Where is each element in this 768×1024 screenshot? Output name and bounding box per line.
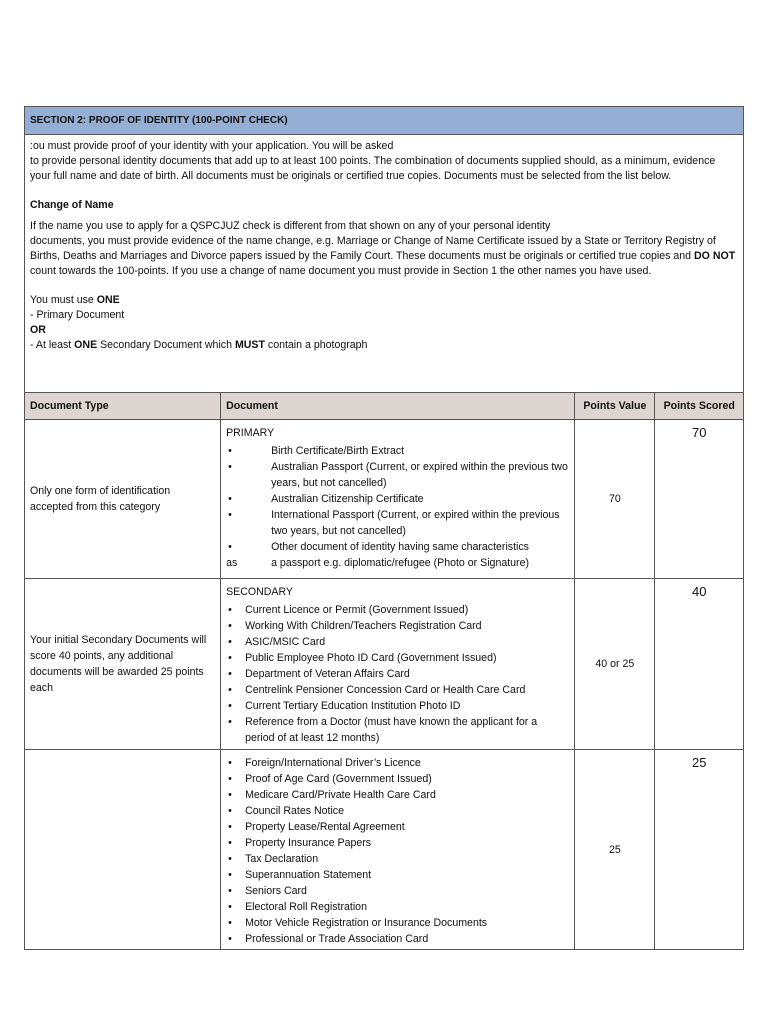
section-frame — [24, 106, 744, 392]
list-item: • Foreign/International Driver’s Licence — [226, 755, 569, 771]
secondary-option — [30, 338, 738, 353]
list-item: • Current Tertiary Education Institution Photo ID — [226, 698, 569, 714]
list-item: • Property Lease/Rental Agreement — [226, 819, 569, 835]
list-item: • Reference from a Doctor (must have known the applicant for a period of at least 12 months) — [226, 714, 569, 746]
primary-option: - Primary Document — [30, 309, 125, 321]
header-points-value: Points Value — [575, 393, 655, 420]
list-item: • Current Licence or Permit (Government Issued) — [226, 602, 569, 618]
list-item: • Other document of identity having same characteristics — [226, 539, 569, 555]
proof-of-identity-form — [24, 106, 744, 950]
intro-line-1: :ou must provide proof of your identity with your application. You will be asked — [30, 140, 394, 152]
table-row-primary — [25, 420, 744, 579]
other-points-scored[interactable]: 25 — [655, 750, 744, 950]
as-word: as — [226, 557, 238, 569]
primary-points-value: 70 — [575, 420, 655, 579]
other-documents — [221, 750, 575, 950]
secondary-suffix: contain a photograph — [264, 339, 368, 351]
list-item: • Public Employee Photo ID Card (Government Issued) — [226, 650, 569, 666]
change-line-2 — [30, 234, 738, 279]
list-item: • Medicare Card/Private Health Care Card — [226, 787, 569, 803]
list-item: • Electoral Roll Registration — [226, 899, 569, 915]
table-row-secondary — [25, 579, 744, 750]
as-tail: a passport e.g. diplomatic/refugee (Photo or Signature) — [271, 557, 530, 569]
list-item: • Australian Passport (Current, or expired within the previous two years, but not cancelled) — [226, 459, 569, 491]
primary-label: PRIMARY — [226, 427, 275, 439]
must-use-line — [30, 293, 738, 308]
table-header-row — [25, 393, 744, 420]
primary-points-scored[interactable]: 70 — [655, 420, 744, 579]
list-item: • Council Rates Notice — [226, 803, 569, 819]
list-item: • Property Insurance Papers — [226, 835, 569, 851]
other-list — [226, 755, 569, 947]
document-points-table — [24, 392, 744, 950]
list-item: • Department of Veteran Affairs Card — [226, 666, 569, 682]
change-line-1: If the name you use to apply for a QSPCJUZ check is different from that shown on any of your personal identity — [30, 220, 551, 232]
other-category — [25, 750, 221, 950]
table-row-other — [25, 750, 744, 950]
list-item: • Tax Declaration — [226, 851, 569, 867]
secondary-points-value: 40 or 25 — [575, 579, 655, 750]
section-title: SECTION 2: PROOF OF IDENTITY (100-POINT CHECK) — [25, 107, 743, 135]
secondary-prefix: - At least — [30, 339, 75, 351]
section-intro — [25, 135, 743, 392]
other-points-value: 25 — [575, 750, 655, 950]
secondary-documents — [221, 579, 575, 750]
primary-list — [226, 443, 569, 555]
secondary-must: MUST — [234, 339, 265, 351]
or-text: OR — [30, 324, 46, 336]
header-document: Document — [221, 393, 575, 420]
primary-documents — [221, 420, 575, 579]
must-use-prefix: You must use — [30, 294, 97, 306]
header-document-type: Document Type — [25, 393, 221, 420]
secondary-mid: Secondary Document which — [97, 339, 235, 351]
list-item: • International Passport (Current, or expired within the previous two years, but not cancelled) — [226, 507, 569, 539]
list-item: • Working With Children/Teachers Registration Card — [226, 618, 569, 634]
intro-line-2: to provide personal identity documents that add up to at least 100 points. The combination of documents supplied should, as a minimum, evidence your full name and date of birth. All documents must be originals or certified true copies. Documents must be selected from the list below. — [30, 155, 716, 182]
secondary-one: ONE — [74, 339, 98, 351]
list-item: • Professional or Trade Association Card — [226, 931, 569, 947]
secondary-list — [226, 602, 569, 746]
list-item: • Proof of Age Card (Government Issued) — [226, 771, 569, 787]
list-item: • Birth Certificate/Birth Extract — [226, 443, 569, 459]
secondary-points-scored[interactable]: 40 — [655, 579, 744, 750]
must-use-one: ONE — [96, 294, 120, 306]
change-bold: DO NOT — [694, 250, 736, 262]
list-item: • Australian Citizenship Certificate — [226, 491, 569, 507]
secondary-category: Your initial Secondary Documents will score 40 points, any additional documents will be awarded 25 points each — [25, 579, 221, 750]
header-points-scored: Points Scored — [655, 393, 744, 420]
secondary-label: SECONDARY — [226, 586, 293, 598]
list-item: • Centrelink Pensioner Concession Card or Health Care Card — [226, 682, 569, 698]
change-text-a: documents, you must provide evidence of the name change, e.g. Marriage or Change of Name Certificate issued by a State or Territory Registry of Births, Deaths and Marriages and Divorce papers issued by the Family Court. These documents must be originals or certified true copies and — [30, 235, 716, 262]
list-item: • Seniors Card — [226, 883, 569, 899]
list-item: • ASIC/MSIC Card — [226, 634, 569, 650]
primary-category: Only one form of identification accepted from this category — [25, 420, 221, 579]
list-item: • Superannuation Statement — [226, 867, 569, 883]
change-of-name-heading: Change of Name — [30, 199, 114, 211]
list-item: • Motor Vehicle Registration or Insurance Documents — [226, 915, 569, 931]
primary-as-row — [226, 555, 569, 571]
change-text-b: count towards the 100-points. If you use a change of name document you must provide in Section 1 the other names you have used. — [30, 265, 652, 277]
